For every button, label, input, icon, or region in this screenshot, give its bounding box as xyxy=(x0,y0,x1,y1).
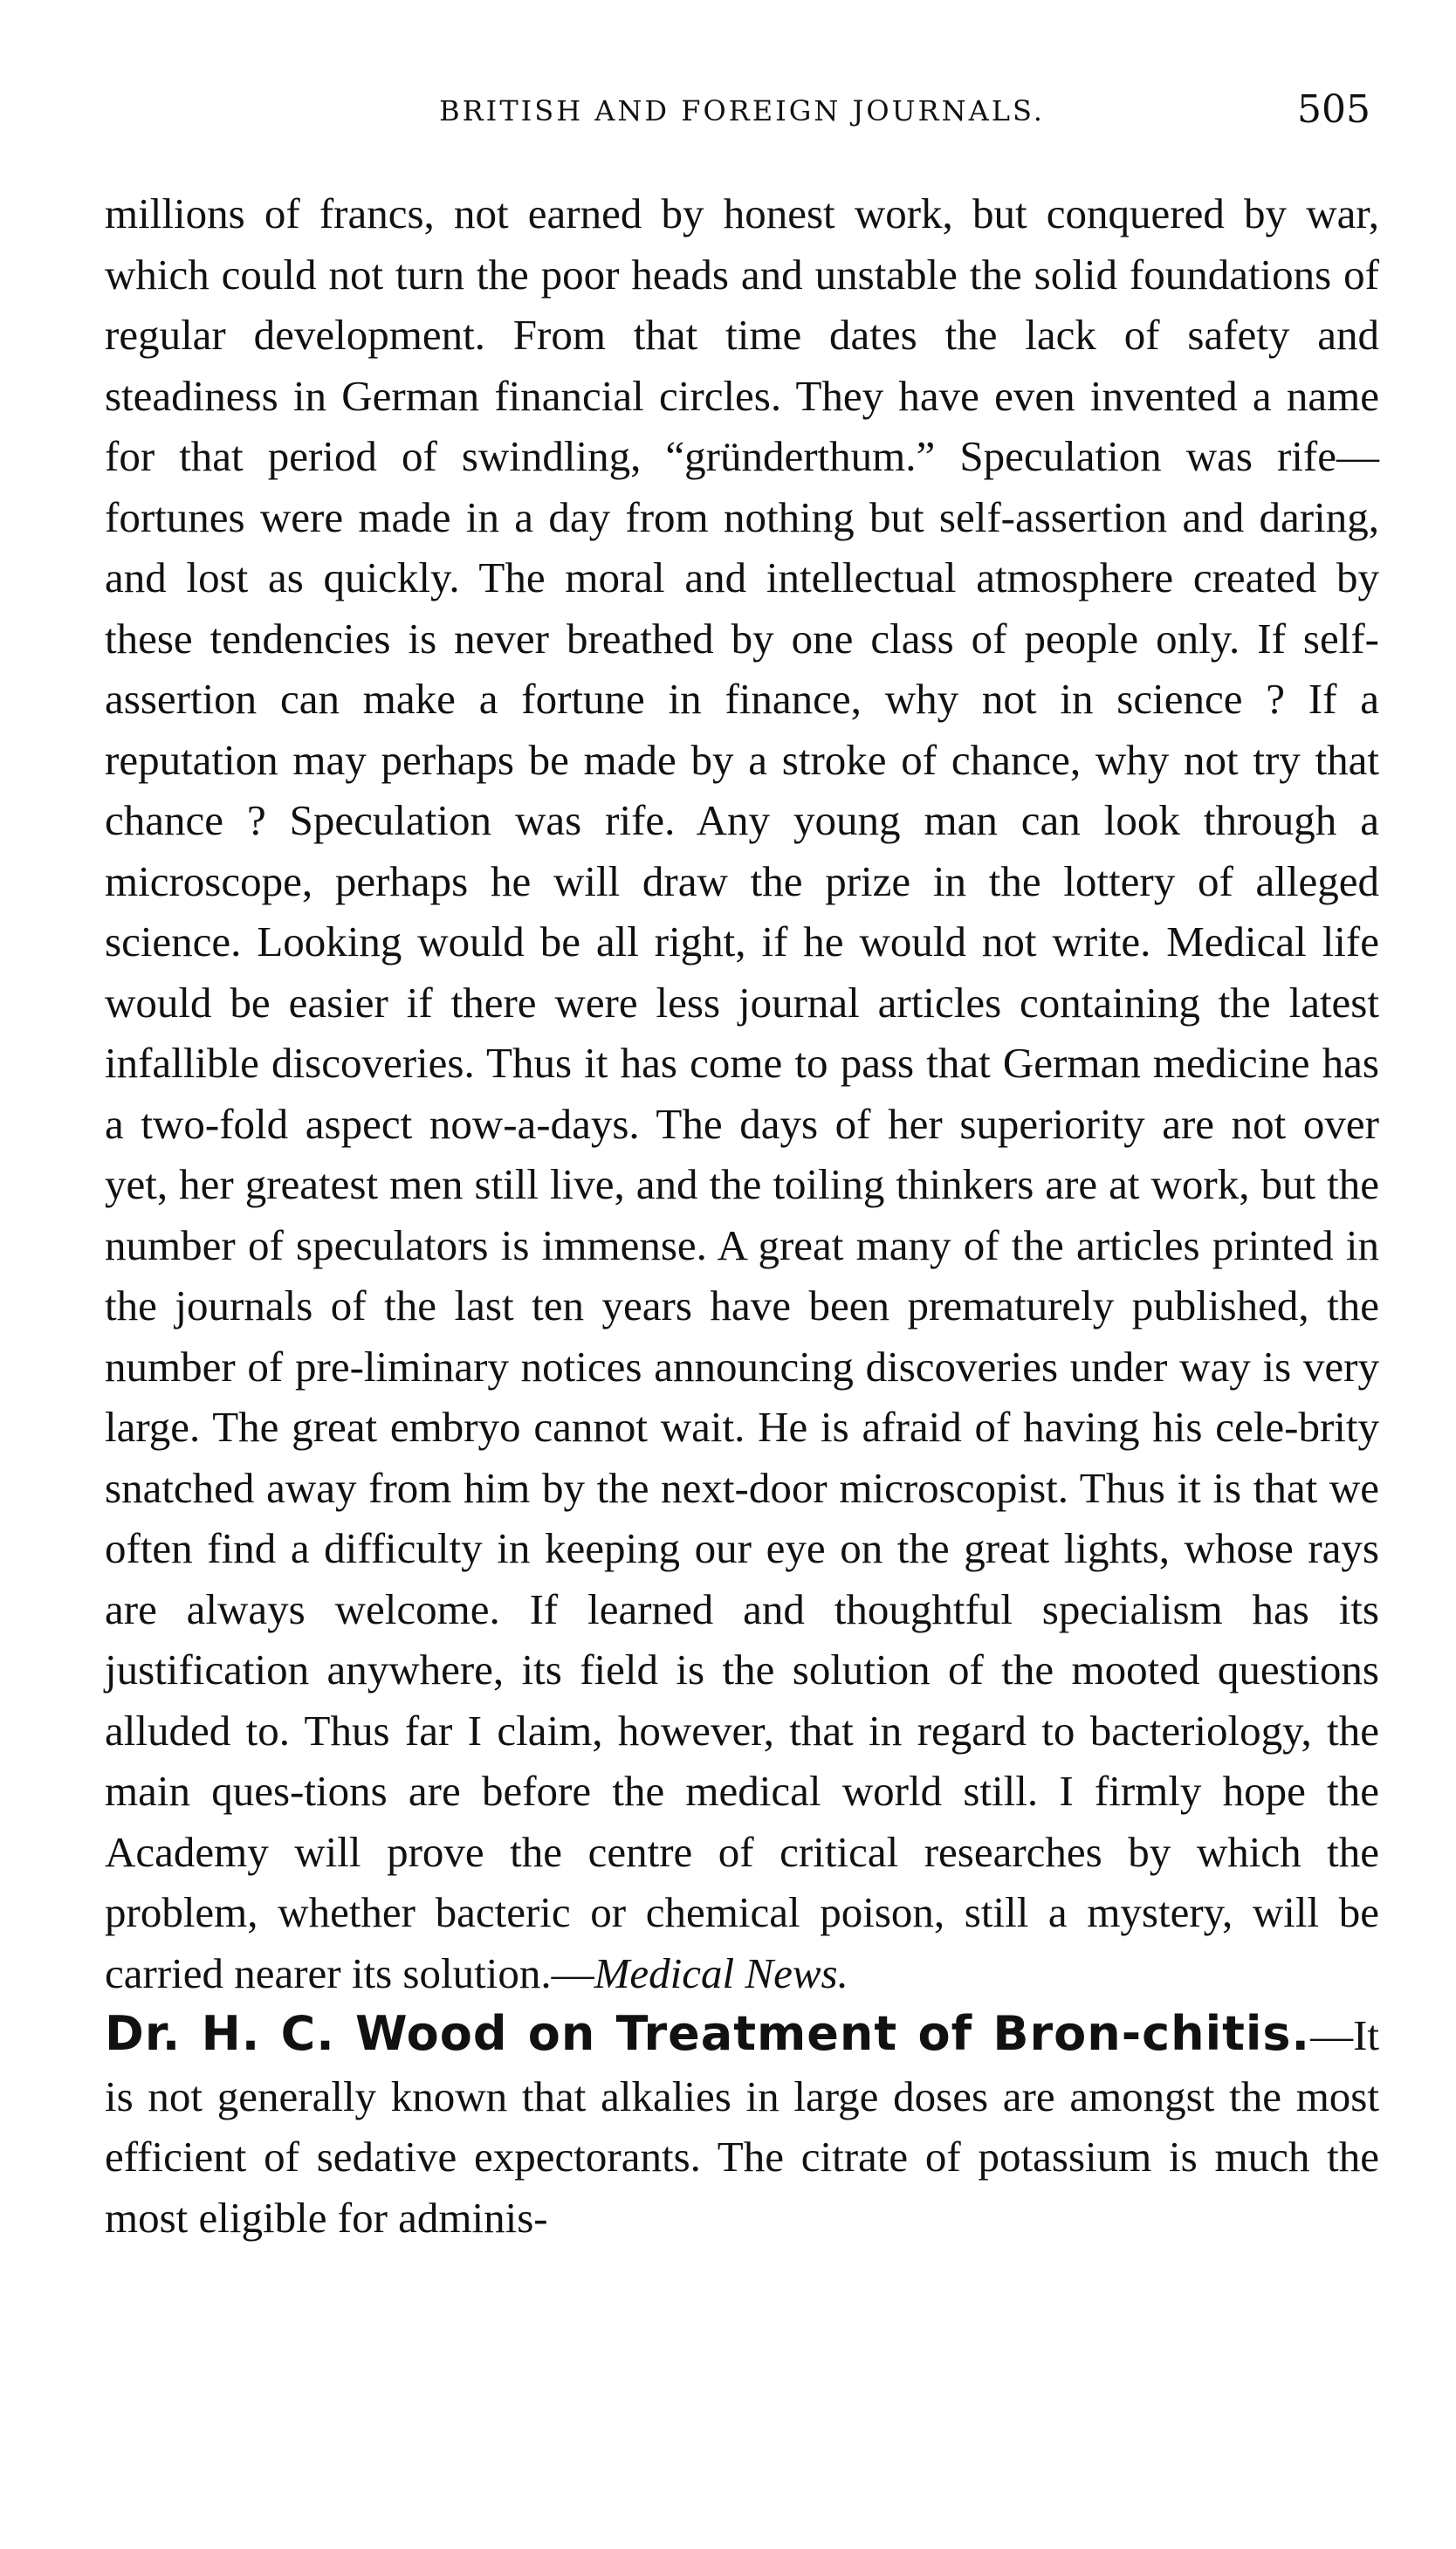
article-medical-news xyxy=(105,183,1379,2003)
article-bronchitis xyxy=(105,2003,1379,2248)
running-title: BRITISH AND FOREIGN JOURNALS. xyxy=(439,94,1045,127)
journal-page xyxy=(105,87,1379,2248)
page-number: 505 xyxy=(1297,87,1370,132)
body-text xyxy=(105,183,1379,2248)
article-text: —It is not generally known that alkalies in large doses are amongst the most efficient of sedative expectorants. The citrate of potassium is much the most eligible for adminis- xyxy=(105,2011,1379,2242)
article-text: millions of francs, not earned by honest work, but conquered by war, which could not turn the poor heads and unstable the solid foundations of regular development. From that time dates the lack of safety and steadiness in German financial circles. They have even invented a name for that period of swindling, “gründerthum.” Speculation was rife—fortunes were made in a day from nothing but self-assertion and daring, and lost as quickly. The moral and intellectual atmosphere created by these tendencies is never breathed by one class of people only. If self-assertion can make a fortune in finance, why not in science ? If a reputation may perhaps be made by a stroke of chance, why not try that chance ? Speculation was rife. Any young man can look through a microscope, perhaps he will draw the prize in the lottery of alleged science. Looking would be all right, if he would not write. Medical life would be easier if there were less journal articles containing the latest infallible discoveries. Thus it has come to pass that German medicine has a two-fold aspect now-a-days. The days of her superiority are not over yet, her greatest men still live, and the toiling thinkers are at work, but the number of speculators is immense. A great many of the articles printed in the journals of the last ten years have been prematurely published, the number of pre-liminary notices announcing discoveries under way is very large. The great embryo cannot wait. He is afraid of having his cele-brity snatched away from him by the next-door microscopist. Thus it is that we often find a difficulty in keeping our eye on the great lights, whose rays are always welcome. If learned and thoughtful specialism has its justification anywhere, its field is the solution of the mooted questions alluded to. Thus far I claim, however, that in regard to bacteriology, the main ques-tions are before the medical world still. I firmly hope the Academy will prove the centre of critical researches by which the problem, whether bacteric or chemical poison, still a mystery, will be carried nearer its solution.— xyxy=(105,189,1379,1997)
source-citation: Medical News. xyxy=(594,1948,848,1997)
article-heading: Dr. H. C. Wood on Treatment of Bron-chitis. xyxy=(105,2006,1311,2061)
running-header xyxy=(105,87,1379,148)
